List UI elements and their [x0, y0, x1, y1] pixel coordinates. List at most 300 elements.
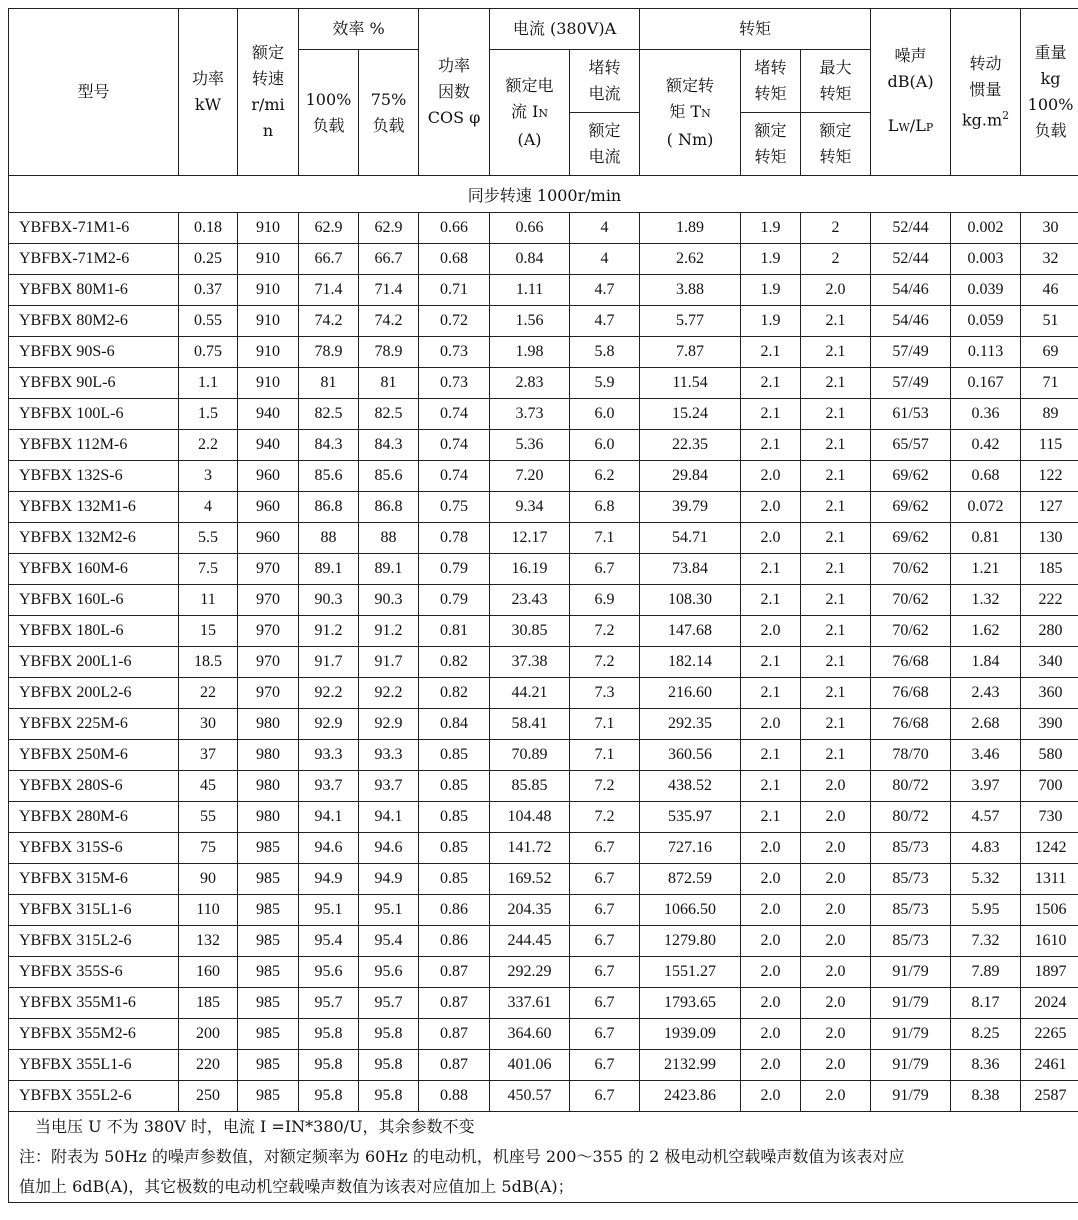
cell-noise: 69/62	[871, 523, 951, 554]
cell-rated-current: 337.61	[490, 988, 570, 1019]
cell-power-factor: 0.85	[419, 864, 490, 895]
cell-locked-current-ratio: 7.3	[570, 678, 640, 709]
table-row	[9, 709, 1078, 740]
cell-model: YBFBX-71M1-6	[9, 213, 179, 244]
cell-model: YBFBX 160M-6	[9, 554, 179, 585]
cell-rated-current: 450.57	[490, 1081, 570, 1112]
cell-eff-75: 94.6	[359, 833, 419, 864]
cell-eff-100: 66.7	[299, 244, 359, 275]
header-pf-line3: COS φ	[427, 108, 481, 127]
cell-locked-current-ratio: 4.7	[570, 275, 640, 306]
cell-rated-current: 7.20	[490, 461, 570, 492]
table-header	[9, 9, 1078, 176]
cell-rated-current: 169.52	[490, 864, 570, 895]
cell-locked-torque-ratio: 2.1	[741, 368, 801, 399]
cell-max-torque-ratio: 2.1	[801, 709, 871, 740]
header-speed	[238, 9, 299, 176]
cell-noise: 85/73	[871, 833, 951, 864]
cell-locked-current-ratio: 6.7	[570, 1050, 640, 1081]
cell-noise: 57/49	[871, 337, 951, 368]
cell-inertia: 1.84	[951, 647, 1021, 678]
header-locked-torque-bottom	[741, 113, 801, 176]
header-rated-torque-line2	[640, 99, 740, 127]
cell-rated-torque: 147.68	[640, 616, 741, 647]
cell-power-factor: 0.85	[419, 771, 490, 802]
cell-rated-torque: 1066.50	[640, 895, 741, 926]
cell-speed: 985	[238, 957, 299, 988]
cell-inertia: 1.62	[951, 616, 1021, 647]
cell-noise: 76/68	[871, 709, 951, 740]
cell-eff-100: 94.1	[299, 802, 359, 833]
cell-noise: 70/62	[871, 616, 951, 647]
cell-locked-torque-ratio: 1.9	[741, 213, 801, 244]
header-rated-current-symbol: 流 I	[510, 101, 539, 121]
header-max-torque-top	[801, 50, 871, 113]
section-title: 同步转速 1000r/min	[9, 176, 1078, 213]
cell-inertia: 3.46	[951, 740, 1021, 771]
cell-eff-100: 94.6	[299, 833, 359, 864]
cell-speed: 985	[238, 1019, 299, 1050]
cell-weight: 2265	[1021, 1019, 1078, 1050]
cell-inertia: 1.32	[951, 585, 1021, 616]
cell-rated-torque: 7.87	[640, 337, 741, 368]
cell-locked-torque-ratio: 2.0	[741, 895, 801, 926]
cell-max-torque-ratio: 2.1	[801, 585, 871, 616]
cell-eff-100: 95.7	[299, 988, 359, 1019]
cell-eff-75: 94.1	[359, 802, 419, 833]
header-weight-load-pct: 100%	[1027, 95, 1074, 114]
cell-inertia: 8.36	[951, 1050, 1021, 1081]
cell-rated-torque: 2.62	[640, 244, 741, 275]
cell-model: YBFBX 315M-6	[9, 864, 179, 895]
cell-noise: 69/62	[871, 492, 951, 523]
cell-weight: 46	[1021, 275, 1078, 306]
cell-eff-75: 62.9	[359, 213, 419, 244]
cell-model: YBFBX 80M1-6	[9, 275, 179, 306]
cell-eff-100: 84.3	[299, 430, 359, 461]
cell-inertia: 0.68	[951, 461, 1021, 492]
cell-locked-torque-ratio: 2.1	[741, 802, 801, 833]
cell-speed: 980	[238, 709, 299, 740]
cell-noise: 91/79	[871, 957, 951, 988]
table-row	[9, 926, 1078, 957]
header-locked-current-top	[570, 50, 640, 113]
header-max-torque-line2: 转矩	[819, 84, 852, 103]
cell-locked-current-ratio: 6.7	[570, 1019, 640, 1050]
cell-noise: 80/72	[871, 802, 951, 833]
cell-weight: 1897	[1021, 957, 1078, 988]
table-row	[9, 461, 1078, 492]
cell-power-factor: 0.86	[419, 926, 490, 957]
table-row	[9, 554, 1078, 585]
cell-speed: 985	[238, 926, 299, 957]
cell-locked-current-ratio: 6.7	[570, 895, 640, 926]
header-locked-current-ratio-line1: 额定	[588, 121, 621, 140]
cell-max-torque-ratio: 2.1	[801, 678, 871, 709]
cell-locked-current-ratio: 6.0	[570, 399, 640, 430]
cell-speed: 960	[238, 461, 299, 492]
table-row	[9, 647, 1078, 678]
cell-locked-torque-ratio: 2.0	[741, 492, 801, 523]
cell-model: YBFBX 112M-6	[9, 430, 179, 461]
cell-eff-75: 85.6	[359, 461, 419, 492]
cell-power: 3	[179, 461, 238, 492]
cell-weight: 89	[1021, 399, 1078, 430]
cell-speed: 910	[238, 337, 299, 368]
header-inertia-unit	[951, 103, 1020, 133]
cell-power-factor: 0.87	[419, 988, 490, 1019]
cell-power-factor: 0.73	[419, 337, 490, 368]
cell-weight: 2461	[1021, 1050, 1078, 1081]
cell-model: YBFBX 315L1-6	[9, 895, 179, 926]
cell-eff-100: 81	[299, 368, 359, 399]
cell-speed: 970	[238, 616, 299, 647]
cell-locked-torque-ratio: 2.0	[741, 833, 801, 864]
cell-inertia: 5.95	[951, 895, 1021, 926]
note-frequency-line2: 值加上 6dB(A)，其它极数的电动机空载噪声数值为该表对应值加上 5dB(A)；	[19, 1177, 574, 1196]
cell-eff-100: 95.1	[299, 895, 359, 926]
cell-power: 250	[179, 1081, 238, 1112]
header-rated-current-line1: 额定电	[505, 75, 554, 95]
cell-model: YBFBX 315S-6	[9, 833, 179, 864]
table-row	[9, 957, 1078, 988]
cell-eff-75: 74.2	[359, 306, 419, 337]
cell-model: YBFBX 200L1-6	[9, 647, 179, 678]
cell-eff-75: 93.7	[359, 771, 419, 802]
table-row	[9, 337, 1078, 368]
cell-rated-current: 85.85	[490, 771, 570, 802]
cell-noise: 70/62	[871, 585, 951, 616]
header-noise-l1: L	[887, 116, 899, 135]
header-speed-line2: 转速	[251, 69, 284, 88]
cell-eff-100: 93.7	[299, 771, 359, 802]
cell-noise: 52/44	[871, 244, 951, 275]
cell-power-factor: 0.85	[419, 740, 490, 771]
cell-locked-torque-ratio: 2.0	[741, 988, 801, 1019]
cell-rated-torque: 73.84	[640, 554, 741, 585]
cell-eff-100: 90.3	[299, 585, 359, 616]
cell-power-factor: 0.78	[419, 523, 490, 554]
table-row	[9, 492, 1078, 523]
cell-model: YBFBX 132S-6	[9, 461, 179, 492]
cell-weight: 71	[1021, 368, 1078, 399]
cell-power: 15	[179, 616, 238, 647]
cell-rated-current: 23.43	[490, 585, 570, 616]
table-row	[9, 275, 1078, 306]
cell-weight: 1610	[1021, 926, 1078, 957]
cell-locked-current-ratio: 6.7	[570, 988, 640, 1019]
cell-noise: 91/79	[871, 1050, 951, 1081]
cell-speed: 970	[238, 585, 299, 616]
cell-model: YBFBX 160L-6	[9, 585, 179, 616]
cell-power: 0.75	[179, 337, 238, 368]
cell-locked-current-ratio: 4.7	[570, 306, 640, 337]
cell-speed: 985	[238, 864, 299, 895]
cell-rated-torque: 727.16	[640, 833, 741, 864]
cell-inertia: 0.039	[951, 275, 1021, 306]
header-pf-line2: 因数	[438, 82, 471, 101]
header-locked-current-bottom	[570, 113, 640, 176]
cell-speed: 985	[238, 1081, 299, 1112]
cell-locked-torque-ratio: 2.0	[741, 461, 801, 492]
cell-rated-current: 0.84	[490, 244, 570, 275]
cell-eff-100: 95.6	[299, 957, 359, 988]
cell-max-torque-ratio: 2.0	[801, 895, 871, 926]
cell-model: YBFBX 225M-6	[9, 709, 179, 740]
cell-model: YBFBX 90L-6	[9, 368, 179, 399]
header-noise-p: P	[925, 121, 934, 134]
cell-rated-torque: 360.56	[640, 740, 741, 771]
table-row	[9, 368, 1078, 399]
cell-weight: 69	[1021, 337, 1078, 368]
table-row	[9, 1050, 1078, 1081]
cell-rated-current: 244.45	[490, 926, 570, 957]
header-pf-line1: 功率	[438, 56, 471, 75]
cell-rated-current: 5.36	[490, 430, 570, 461]
cell-locked-torque-ratio: 2.0	[741, 616, 801, 647]
cell-locked-torque-ratio: 2.1	[741, 647, 801, 678]
cell-rated-current: 1.98	[490, 337, 570, 368]
cell-rated-torque: 11.54	[640, 368, 741, 399]
cell-speed: 940	[238, 430, 299, 461]
cell-weight: 1242	[1021, 833, 1078, 864]
cell-model: YBFBX 200L2-6	[9, 678, 179, 709]
cell-model: YBFBX 90S-6	[9, 337, 179, 368]
cell-model: YBFBX 250M-6	[9, 740, 179, 771]
header-inertia-line1: 转动	[969, 53, 1002, 73]
cell-weight: 340	[1021, 647, 1078, 678]
cell-speed: 985	[238, 833, 299, 864]
table-row	[9, 523, 1078, 554]
cell-eff-100: 91.2	[299, 616, 359, 647]
cell-speed: 980	[238, 771, 299, 802]
table-body	[9, 213, 1078, 1112]
cell-locked-current-ratio: 6.7	[570, 926, 640, 957]
table-row	[9, 740, 1078, 771]
cell-power: 18.5	[179, 647, 238, 678]
cell-max-torque-ratio: 2.0	[801, 833, 871, 864]
cell-model: YBFBX-71M2-6	[9, 244, 179, 275]
notes-cell	[9, 1112, 1078, 1203]
cell-inertia: 1.21	[951, 554, 1021, 585]
header-locked-current-line2: 电流	[588, 84, 621, 103]
header-noise	[871, 9, 951, 176]
cell-locked-current-ratio: 5.9	[570, 368, 640, 399]
cell-power: 37	[179, 740, 238, 771]
cell-power-factor: 0.72	[419, 306, 490, 337]
cell-power: 1.5	[179, 399, 238, 430]
cell-power-factor: 0.85	[419, 833, 490, 864]
cell-locked-current-ratio: 6.2	[570, 461, 640, 492]
cell-speed: 910	[238, 213, 299, 244]
cell-locked-torque-ratio: 1.9	[741, 275, 801, 306]
cell-rated-torque: 2132.99	[640, 1050, 741, 1081]
cell-eff-100: 95.8	[299, 1050, 359, 1081]
cell-rated-current: 104.48	[490, 802, 570, 833]
cell-locked-torque-ratio: 2.0	[741, 1050, 801, 1081]
cell-locked-torque-ratio: 2.1	[741, 740, 801, 771]
cell-rated-torque: 438.52	[640, 771, 741, 802]
cell-locked-current-ratio: 7.2	[570, 647, 640, 678]
cell-rated-torque: 15.24	[640, 399, 741, 430]
cell-speed: 985	[238, 1050, 299, 1081]
note-frequency-line1: 注：附表为 50Hz 的噪声参数值，对额定频率为 60Hz 的电动机，机座号 200～355 的 2 极电动机空载噪声数值为该表对应	[19, 1147, 905, 1166]
cell-power: 132	[179, 926, 238, 957]
cell-rated-torque: 1.89	[640, 213, 741, 244]
cell-max-torque-ratio: 2	[801, 213, 871, 244]
cell-noise: 70/62	[871, 554, 951, 585]
header-noise-unit: dB(A)	[887, 72, 934, 91]
cell-max-torque-ratio: 2.1	[801, 430, 871, 461]
cell-eff-100: 95.4	[299, 926, 359, 957]
cell-max-torque-ratio: 2.1	[801, 368, 871, 399]
header-weight-load: 负载	[1034, 121, 1067, 140]
cell-locked-torque-ratio: 2.1	[741, 554, 801, 585]
table-row	[9, 1019, 1078, 1050]
cell-rated-current: 44.21	[490, 678, 570, 709]
cell-locked-current-ratio: 6.0	[570, 430, 640, 461]
cell-power-factor: 0.74	[419, 399, 490, 430]
cell-rated-current: 37.38	[490, 647, 570, 678]
header-inertia	[951, 9, 1021, 176]
cell-max-torque-ratio: 2.0	[801, 1050, 871, 1081]
cell-eff-75: 95.6	[359, 957, 419, 988]
cell-power: 2.2	[179, 430, 238, 461]
cell-eff-100: 74.2	[299, 306, 359, 337]
cell-inertia: 7.32	[951, 926, 1021, 957]
header-eff-75	[359, 50, 419, 176]
cell-max-torque-ratio: 2.0	[801, 864, 871, 895]
cell-eff-100: 78.9	[299, 337, 359, 368]
header-rated-torque	[640, 50, 741, 176]
cell-power: 0.25	[179, 244, 238, 275]
cell-rated-torque: 182.14	[640, 647, 741, 678]
cell-noise: 76/68	[871, 678, 951, 709]
table-row	[9, 1081, 1078, 1112]
header-noise-lw-lp	[871, 113, 950, 141]
header-max-torque-ratio-line2: 转矩	[819, 147, 852, 166]
header-speed-unit2: n	[262, 121, 274, 140]
cell-max-torque-ratio: 2.0	[801, 957, 871, 988]
cell-max-torque-ratio: 2.0	[801, 771, 871, 802]
cell-speed: 970	[238, 647, 299, 678]
cell-rated-torque: 39.79	[640, 492, 741, 523]
cell-power: 75	[179, 833, 238, 864]
table-row	[9, 213, 1078, 244]
cell-locked-current-ratio: 7.1	[570, 709, 640, 740]
cell-speed: 940	[238, 399, 299, 430]
cell-inertia: 0.81	[951, 523, 1021, 554]
cell-eff-100: 62.9	[299, 213, 359, 244]
cell-power-factor: 0.73	[419, 368, 490, 399]
cell-speed: 985	[238, 988, 299, 1019]
cell-inertia: 4.57	[951, 802, 1021, 833]
cell-locked-current-ratio: 6.7	[570, 833, 640, 864]
cell-power-factor: 0.87	[419, 1019, 490, 1050]
cell-rated-current: 70.89	[490, 740, 570, 771]
cell-noise: 85/73	[871, 895, 951, 926]
cell-power: 1.1	[179, 368, 238, 399]
cell-power-factor: 0.84	[419, 709, 490, 740]
cell-locked-torque-ratio: 2.0	[741, 957, 801, 988]
cell-power-factor: 0.79	[419, 585, 490, 616]
table-notes	[9, 1112, 1078, 1203]
motor-spec-table	[8, 8, 1078, 1203]
cell-power: 160	[179, 957, 238, 988]
cell-speed: 980	[238, 740, 299, 771]
table-row	[9, 306, 1078, 337]
header-current: 电流 (380V)A	[490, 9, 640, 50]
cell-model: YBFBX 280S-6	[9, 771, 179, 802]
header-eff-75-pct: 75%	[370, 89, 407, 109]
cell-inertia: 2.43	[951, 678, 1021, 709]
cell-power-factor: 0.71	[419, 275, 490, 306]
header-weight	[1021, 9, 1078, 176]
cell-noise: 78/70	[871, 740, 951, 771]
cell-eff-100: 85.6	[299, 461, 359, 492]
header-locked-current-line1: 堵转	[588, 58, 621, 77]
cell-noise: 80/72	[871, 771, 951, 802]
header-eff-100-pct: 100%	[305, 89, 352, 109]
header-rated-torque-unit: ( Nm)	[666, 129, 714, 149]
cell-rated-current: 3.73	[490, 399, 570, 430]
cell-locked-torque-ratio: 2.1	[741, 678, 801, 709]
cell-locked-current-ratio: 7.2	[570, 771, 640, 802]
cell-max-torque-ratio: 2.1	[801, 523, 871, 554]
cell-eff-75: 91.7	[359, 647, 419, 678]
cell-eff-100: 92.2	[299, 678, 359, 709]
cell-rated-torque: 3.88	[640, 275, 741, 306]
cell-eff-75: 95.8	[359, 1019, 419, 1050]
cell-power: 4	[179, 492, 238, 523]
cell-speed: 985	[238, 895, 299, 926]
cell-weight: 2024	[1021, 988, 1078, 1019]
cell-locked-torque-ratio: 2.0	[741, 926, 801, 957]
cell-rated-torque: 2423.86	[640, 1081, 741, 1112]
cell-weight: 1311	[1021, 864, 1078, 895]
header-model: 型号	[9, 9, 179, 176]
cell-power-factor: 0.82	[419, 678, 490, 709]
cell-power: 45	[179, 771, 238, 802]
cell-noise: 91/79	[871, 1019, 951, 1050]
table-row	[9, 399, 1078, 430]
cell-locked-current-ratio: 6.7	[570, 864, 640, 895]
table-row	[9, 244, 1078, 275]
header-inertia-line2: 惯量	[969, 79, 1002, 99]
cell-power-factor: 0.74	[419, 461, 490, 492]
cell-inertia: 0.002	[951, 213, 1021, 244]
cell-max-torque-ratio: 2.1	[801, 740, 871, 771]
cell-model: YBFBX 355L2-6	[9, 1081, 179, 1112]
cell-power: 0.55	[179, 306, 238, 337]
cell-weight: 222	[1021, 585, 1078, 616]
cell-rated-torque: 108.30	[640, 585, 741, 616]
header-locked-torque-top	[741, 50, 801, 113]
cell-weight: 51	[1021, 306, 1078, 337]
cell-weight: 185	[1021, 554, 1078, 585]
table-row	[9, 430, 1078, 461]
cell-weight: 390	[1021, 709, 1078, 740]
cell-weight: 730	[1021, 802, 1078, 833]
cell-power: 110	[179, 895, 238, 926]
cell-max-torque-ratio: 2.0	[801, 988, 871, 1019]
cell-eff-75: 78.9	[359, 337, 419, 368]
cell-weight: 360	[1021, 678, 1078, 709]
cell-noise: 91/79	[871, 1081, 951, 1112]
cell-locked-current-ratio: 6.7	[570, 554, 640, 585]
cell-eff-75: 94.9	[359, 864, 419, 895]
cell-max-torque-ratio: 2.1	[801, 461, 871, 492]
